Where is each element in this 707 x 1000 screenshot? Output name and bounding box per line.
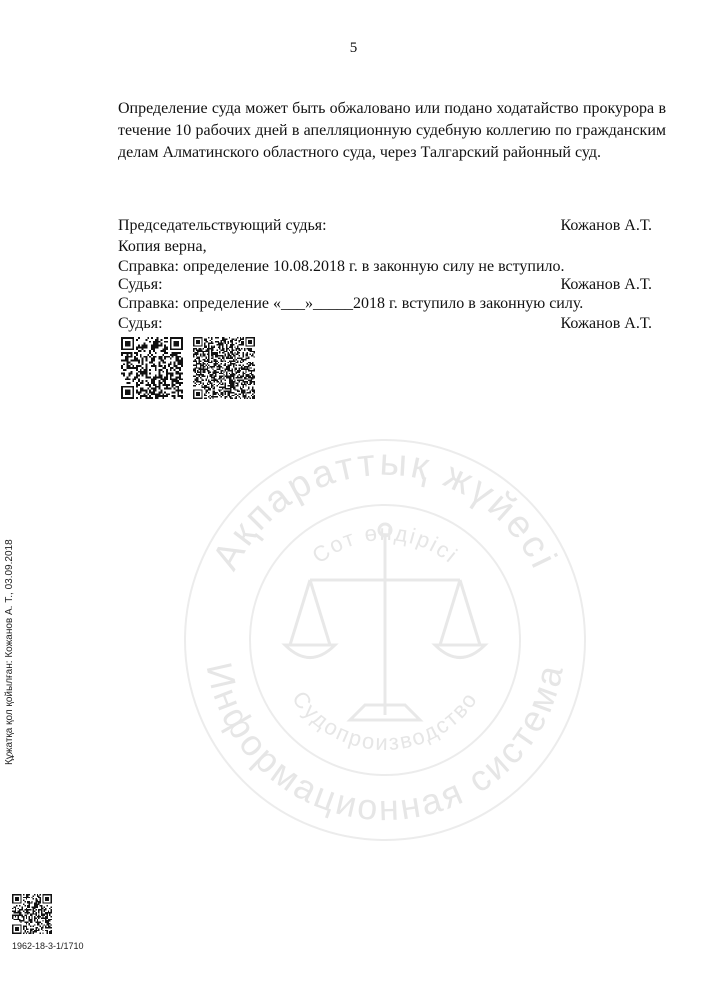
copy-certified-text: Копия верна, [118, 238, 207, 255]
qr-code-icon [193, 337, 255, 399]
court-seal-watermark-icon [175, 430, 595, 850]
signature-row-note-1 [118, 257, 652, 277]
seal-inner-top-text: Сот өндірісі [307, 519, 464, 569]
signature-name: Кожанов А.Т. [560, 315, 652, 332]
signature-row-judge-1 [118, 275, 652, 295]
signature-label: Судья: [118, 276, 163, 293]
signature-label: Судья: [118, 315, 163, 332]
seal-outer-top-text: Ақпараттық жүйесі [204, 441, 566, 577]
signature-name: Кожанов А.Т. [560, 276, 652, 293]
reference-note: Справка: определение «___»_____2018 г. вступило в законную силу. [118, 295, 584, 312]
seal-inner-bottom-text: Судопроизводство [287, 686, 483, 756]
signature-row-judge-2 [118, 314, 652, 334]
signature-name: Кожанов А.Т. [560, 217, 652, 234]
reference-note: Справка: определение 10.08.2018 г. в законную силу не вступило. [118, 258, 565, 275]
signature-row-note-2 [118, 294, 652, 314]
document-code: 1962-18-3-1/1710 [12, 941, 84, 951]
qr-code-icon [121, 337, 183, 399]
page-number: 5 [349, 40, 358, 56]
body-paragraph: Определение суда может быть обжаловано или подано ходатайство прокурора в течение 10 рабочих дней в апелляционную судебную коллегию по гражданским делам Алматинского областного суда, через Талгарский районный суд. [118, 100, 666, 161]
signature-label: Председательствующий судья: [118, 217, 327, 234]
signature-row-presiding [118, 216, 652, 236]
qr-code-icon [12, 894, 52, 934]
seal-outer-bottom-text: Информационная система [198, 658, 572, 829]
signature-side-note: Құжатқа қол қойылған: Кожанов А. Т., 03.09.2018 [4, 539, 15, 765]
signature-row-copy [118, 237, 652, 257]
